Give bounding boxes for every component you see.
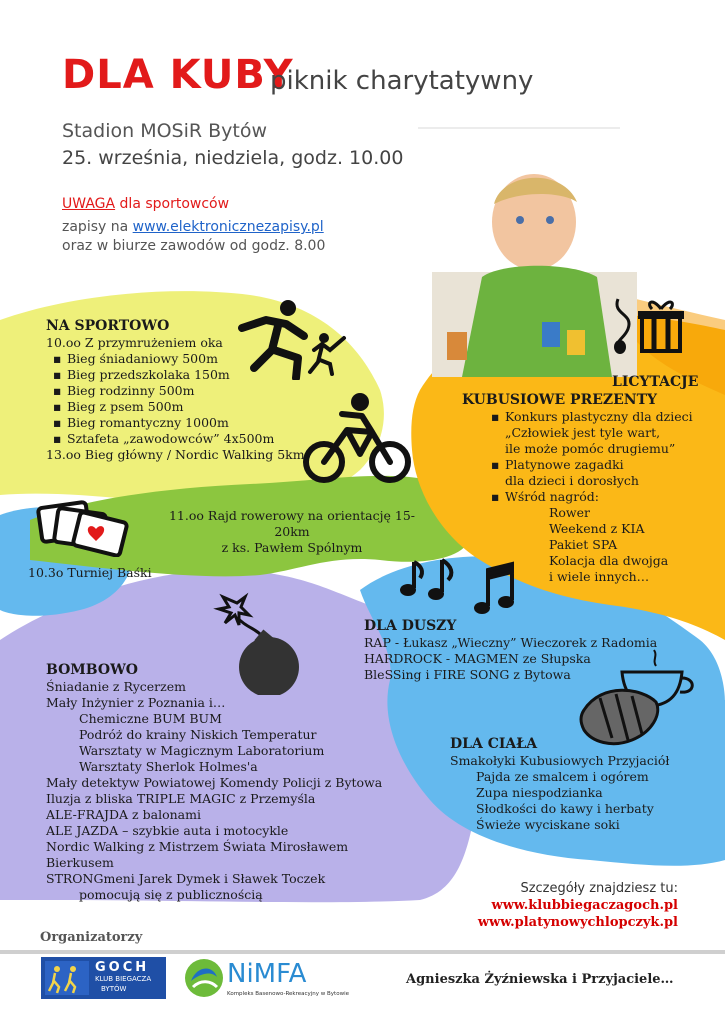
prize-item: Weekend z KIA: [549, 521, 645, 536]
body-intro: Smakołyki Kubusiowych Przyjaciół: [450, 753, 670, 768]
gifts-heading: KUBUSIOWE PREZENTY: [462, 392, 657, 408]
body-heading: DLA CIAŁA: [450, 736, 538, 752]
venue: Stadion MOSiR Bytów: [62, 120, 268, 142]
goch-logo: [41, 957, 166, 999]
bombowo-sub: Warsztaty w Magicznym Laboratorium: [79, 743, 325, 758]
sport-heading: NA SPORTOWO: [46, 318, 170, 334]
sport-list: [46, 351, 306, 447]
bombowo-line: Mały Inżynier z Poznania i…: [46, 695, 226, 710]
main-run: 13.oo Bieg główny / Nordic Walking 5km: [46, 447, 305, 462]
details-section: [440, 880, 678, 931]
attention-word: UWAGA: [62, 196, 116, 212]
body-item: Słodkości do kawy i herbaty: [476, 801, 654, 816]
riddles-a: Platynowe zagadki: [505, 457, 624, 472]
child-photo: [432, 152, 637, 377]
riddles-b: dla dzieci i dorosłych: [505, 473, 639, 488]
registration-link[interactable]: www.elektronicznezapisy.pl: [132, 219, 324, 235]
goch-sub-2: BYTÓW: [101, 985, 127, 993]
attention-rest: dla sportowców: [115, 196, 230, 212]
poster-subtitle: piknik charytatywny: [270, 66, 534, 96]
list-item: [484, 409, 712, 457]
body-list: [450, 769, 690, 833]
details-link-2[interactable]: www.platynowychlopczyk.pl: [477, 915, 678, 930]
list-item: ▪ Bieg śniadaniowy 500m: [46, 351, 306, 367]
bicycle-icon: [302, 392, 412, 487]
soul-item: BleSSing i FIRE SONG z Bytowa: [364, 667, 571, 682]
bombowo-section: [46, 662, 386, 903]
nimfa-logo: [183, 957, 349, 1003]
nimfa-name: NiMFA: [227, 959, 307, 989]
auction-heading: LICYTACJE: [612, 374, 699, 390]
bike-line-2: z ks. Pawłem Spólnym: [221, 540, 363, 555]
nimfa-sub: Kompleks Basenowo-Rekreacyjny w Bytowie: [227, 991, 349, 997]
office-line: oraz w biurze zawodów od godz. 8.00: [62, 238, 326, 254]
nimfa-logo-icon: [183, 957, 225, 999]
bombowo-sub: Podróż do krainy Niskich Temperatur: [79, 727, 317, 742]
list-item: ▪ Bieg przedszkolaka 150m: [46, 367, 306, 383]
prizes-list: [462, 505, 712, 585]
bombowo-heading: BOMBOWO: [46, 662, 138, 678]
soul-item: HARDROCK - MAGMEN ze Słupska: [364, 651, 591, 666]
sport-section: [46, 318, 306, 463]
playing-cards-icon: [36, 497, 131, 557]
soul-item: RAP - Łukasz „Wieczny” Wieczorek z Radomia: [364, 635, 658, 650]
poster-title: DLA KUBY: [62, 52, 294, 98]
list-item: [484, 489, 712, 505]
bombowo-sub: Chemiczne BUM BUM: [79, 711, 222, 726]
registration-line: [62, 219, 324, 235]
bombowo-sub: pomocują się z publicznością: [79, 887, 263, 902]
list-item: ▪ Sztafeta „zawodowców” 4x500m: [46, 431, 306, 447]
bombowo-sub: Warsztaty Sherlok Holmes'a: [79, 759, 258, 774]
prize-item: i wiele innych…: [549, 569, 650, 584]
contest-a: Konkurs plastyczny dla dzieci: [505, 409, 693, 424]
sport-intro: 10.oo Z przymrużeniem oka: [46, 335, 223, 350]
goch-name: GOCH: [95, 960, 150, 975]
runners-logo-icon: [45, 961, 89, 995]
prize-item: Rower: [549, 505, 591, 520]
body-item: Zupa niespodzianka: [476, 785, 603, 800]
prizes-label: Wśród nagród:: [505, 489, 599, 504]
bombowo-line: STRONGmeni Jarek Dymek i Sławek Toczek: [46, 871, 326, 886]
thanks-line: Agnieszka Żyźniewska i Przyjaciele…: [406, 972, 674, 987]
body-item: Pajda ze smalcem i ogórem: [476, 769, 649, 784]
body-section: [450, 736, 690, 833]
bombowo-line: Mały detektyw Powiatowej Komendy Policji z Bytowa: [46, 775, 383, 790]
bike-line-1: 11.oo Rajd rowerowy na orientację 15-20km: [168, 508, 415, 539]
organizers-label: Organizatorzy: [40, 930, 143, 945]
contest-c: ile może pomóc drugiemu”: [505, 441, 676, 456]
list-item: [484, 457, 712, 489]
bombowo-line: ALE JAZDA – szybkie auta i motocykle: [46, 823, 289, 838]
list-item: ▪ Bieg romantyczny 1000m: [46, 415, 306, 431]
bombowo-line: Iluzja z bliska TRIPLE MAGIC z Przemyśla: [46, 791, 316, 806]
gifts-list: [484, 409, 712, 505]
bike-section: [152, 508, 432, 556]
prize-item: Kolacja dla dwojga: [549, 553, 669, 568]
details-label: Szczegóły znajdziesz tu:: [520, 881, 678, 896]
list-item: ▪ Bieg z psem 500m: [46, 399, 306, 415]
list-item: ▪ Bieg rodzinny 500m: [46, 383, 306, 399]
registration-prefix: zapisy na: [62, 219, 133, 235]
event-date: 25. września, niedziela, godz. 10.00: [62, 147, 404, 169]
attention-line: [62, 196, 229, 212]
bombowo-line: Śniadanie z Rycerzem: [46, 679, 186, 694]
cards-text: 10.3o Turniej Baśki: [28, 565, 152, 580]
gift-icon: [608, 295, 686, 355]
bombowo-line: Nordic Walking z Mistrzem Świata Mirosławem Bierkusem: [46, 839, 349, 870]
gifts-section: [462, 392, 712, 585]
soul-heading: DLA DUSZY: [364, 618, 457, 634]
soul-section: [364, 618, 664, 683]
bombowo-line: ALE-FRAJDA z balonami: [46, 807, 201, 822]
details-link-1[interactable]: www.klubbiegaczagoch.pl: [491, 898, 678, 913]
body-item: Świeże wyciskane soki: [476, 817, 620, 832]
auction-label: [612, 374, 698, 391]
contest-b: „Człowiek jest tyle wart,: [505, 425, 661, 440]
goch-sub-1: KLUB BIEGACZA: [95, 975, 152, 983]
footer-divider: [0, 950, 725, 954]
prize-item: Pakiet SPA: [549, 537, 618, 552]
